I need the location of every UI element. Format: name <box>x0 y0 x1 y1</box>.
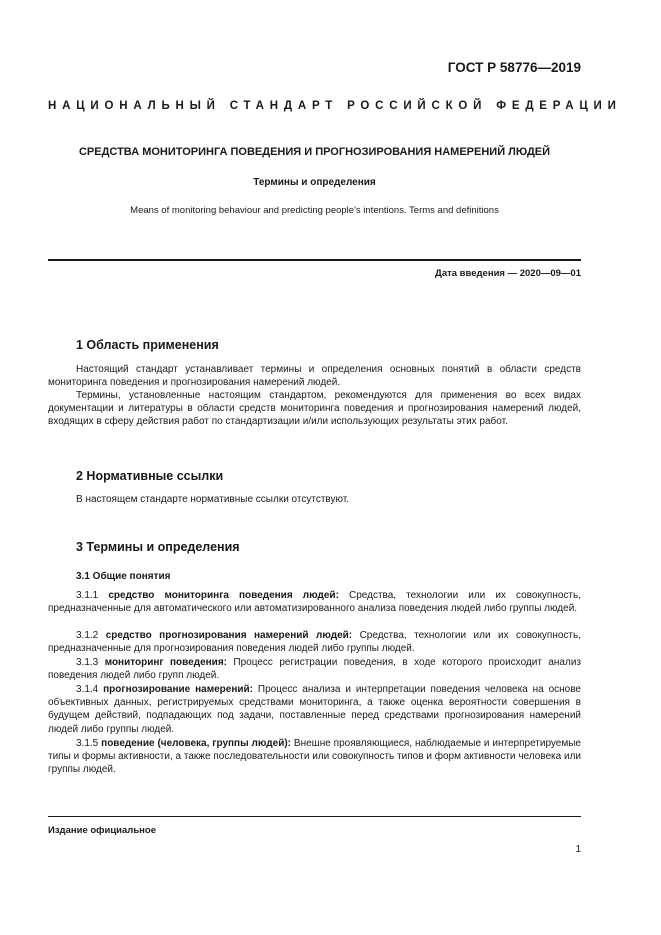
term-3-1-4 <box>48 683 581 736</box>
term-3-1-3 <box>48 656 581 682</box>
term-name: поведение (человека, группы людей): <box>101 738 292 749</box>
term-3-1-5 <box>48 737 581 777</box>
document-subtitle: Термины и определения <box>253 177 376 188</box>
section-1-heading: 1 Область применения <box>76 338 219 352</box>
section-1-paragraph-1: Настоящий стандарт устанавливает термины и определения основных понятий в области средств мониторинга поведения и прогнозирования намерений людей. <box>48 364 581 389</box>
standard-id: ГОСТ Р 58776—2019 <box>447 60 581 75</box>
term-name: мониторинг поведения: <box>104 657 227 668</box>
page-number: 1 <box>575 844 581 855</box>
english-title: Means of monitoring behaviour and predicting people's intentions. Terms and definitions <box>130 205 499 216</box>
term-definition: Внешне проявляющиеся, наблюдаемые и интерпретируемые типы и формы активности, а также последовательности или совокупность типов и форм активности человека или группы людей. <box>48 738 581 776</box>
introduction-date: Дата введения — 2020—09—01 <box>435 268 581 279</box>
term-number: 3.1.3 <box>76 657 99 668</box>
term-definition: Процесс регистрации поведения, в ходе которого происходит анализ поведения людей либо групп людей. <box>48 657 581 682</box>
term-number: 3.1.5 <box>76 738 99 749</box>
term-definition: Средства, технологии или их совокупность, предназначенные для прогнозирования поведения людей либо группы людей. <box>48 630 582 655</box>
header-divider <box>48 259 581 261</box>
national-standard-heading: НАЦИОНАЛЬНЫЙ СТАНДАРТ РОССИЙСКОЙ ФЕДЕРАЦИИ <box>48 100 622 112</box>
section-2-heading: 2 Нормативные ссылки <box>76 469 224 483</box>
section-3-1-heading: 3.1 Общие понятия <box>76 571 171 582</box>
term-number: 3.1.4 <box>76 684 99 695</box>
term-number: 3.1.2 <box>76 630 99 641</box>
official-edition-label: Издание официальное <box>48 825 156 836</box>
term-3-1-1 <box>48 589 581 615</box>
document-title: СРЕДСТВА МОНИТОРИНГА ПОВЕДЕНИЯ И ПРОГНОЗИРОВАНИЯ НАМЕРЕНИЙ ЛЮДЕЙ <box>78 146 551 158</box>
section-3-heading: 3 Термины и определения <box>76 540 240 554</box>
term-definition: Средства, технологии или их совокупность, предназначенные для автоматического или автоматизированного анализа поведения людей либо группы людей. <box>48 590 581 615</box>
section-2-paragraph-1: В настоящем стандарте нормативные ссылки отсутствуют. <box>76 494 350 505</box>
footer-divider <box>48 816 581 817</box>
term-name: средство прогнозирования намерений людей: <box>105 630 353 641</box>
term-name: прогнозирование намерений: <box>103 684 254 695</box>
section-1-paragraph-2: Термины, установленные настоящим стандартом, рекомендуются для применения во всех видах документации и литературы в области средств мониторинга поведения и прогнозирования намерений людей, входящих в сферу действия работ по стандартизации и/или использующих результаты этих работ. <box>48 390 581 428</box>
term-name: средство мониторинга поведения людей: <box>108 590 339 601</box>
term-number: 3.1.1 <box>76 590 99 601</box>
term-3-1-2 <box>48 629 581 655</box>
term-definition: Процесс анализа и интерпретации поведения человека на основе объективных данных, регистрируемых средствами мониторинга, а также оценка вероятности совершения в будущем действий, подпадающих под задачи, поставленные перед средствами прогнозирования намерений людей либо группы людей. <box>48 684 581 735</box>
